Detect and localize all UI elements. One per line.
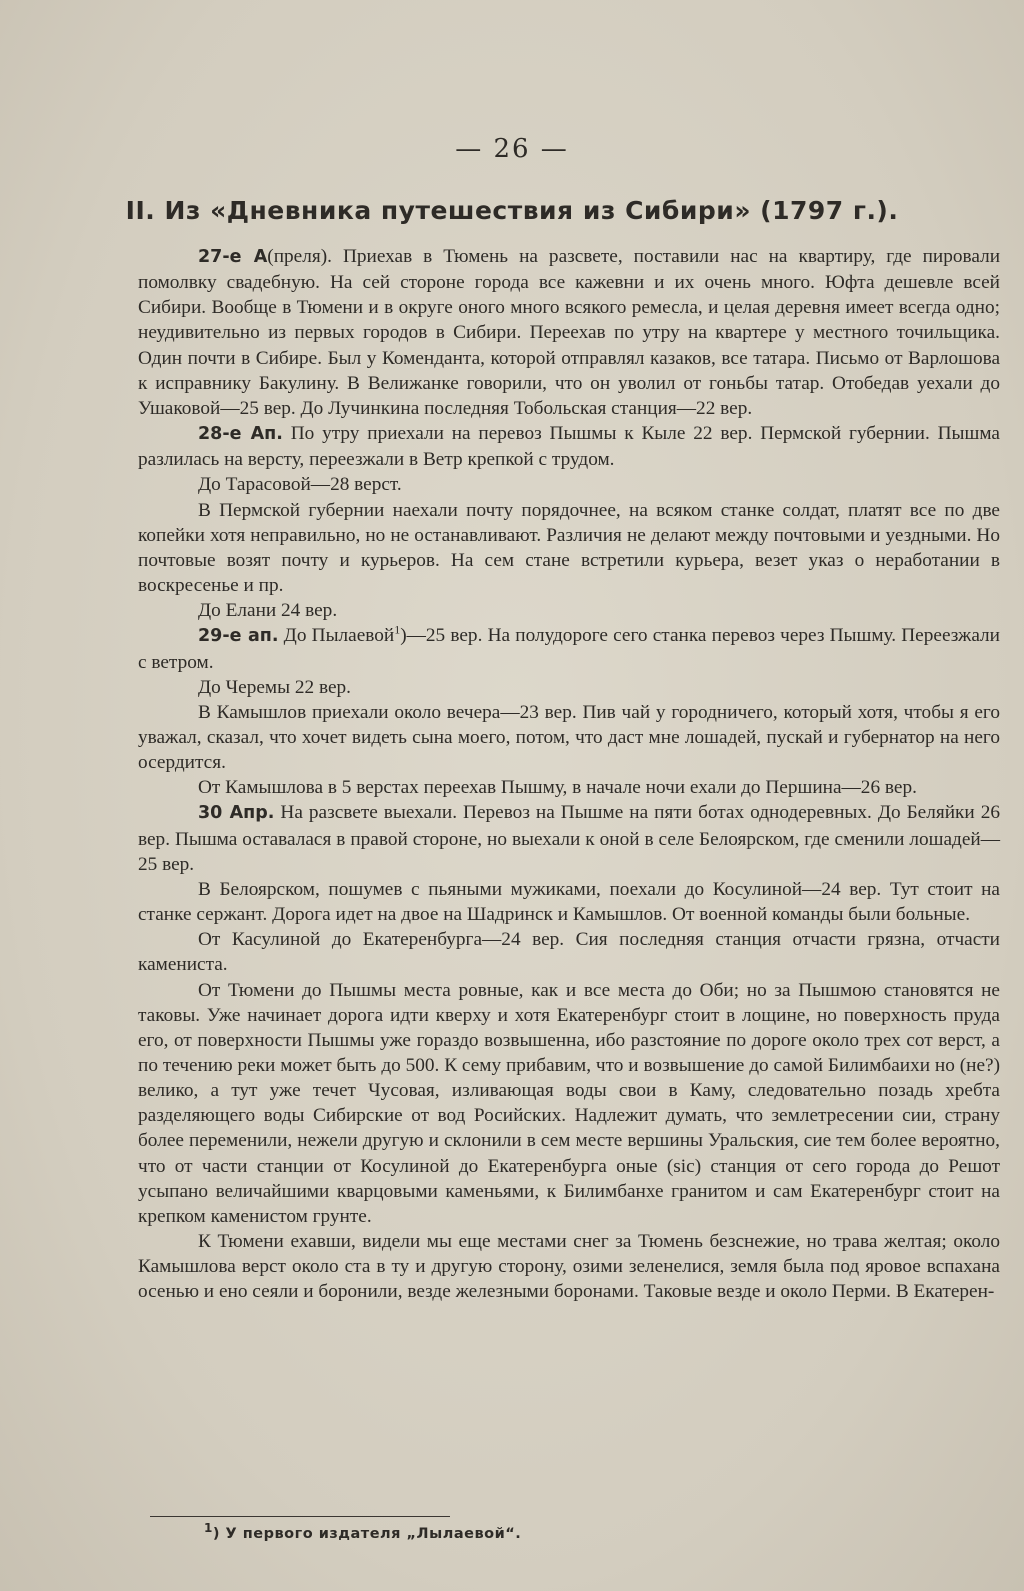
- footnote-text: ) У первого издателя „Лылаевой“.: [212, 1526, 522, 1542]
- entry-date: 28-е Ап.: [198, 424, 283, 445]
- paragraph: 28-е Ап. По утру приехали на перевоз Пышмы к Кыле 22 вер. Пермской губернии. Пышма разлилась на версту, переезжали в Ветр крепкой с трудом.: [138, 423, 1000, 471]
- footnote-divider: [150, 1516, 450, 1517]
- footnote: [204, 1521, 522, 1542]
- entry-date: 30 Апр.: [198, 803, 275, 824]
- paragraph: От Тюмени до Пышмы места ровные, как и все места до Оби; но за Пышмою становятся не таковы. Уже начинает дорога идти кверху и хотя Екатеренбург стоит в лощине, но поверхность пруда его, от поверхности Пышмы уже гораздо возвышенна, ибо разстояние по дороге около трех сот верст, а по течению реки может быть до 500. К сему прибавим, что и возвышение до самой Билимбаихи но (не?) велико, а тут уже течет Чусовая, изливающая воды свои в Каму, следовательно позадь хребта разделяющего воды Сибирские от вод Росийских. Надлежит думать, что землетресении сии, страну более переменили, нежели другую и склонили в сем месте вершины Уральския, сие тем более вероятно, что от части станции от Косулиной до Екатеренбурга оные (sic) станция от сего города до Решот усыпано величайшими кварцовыми каменьями, к Билимбанхе гранитом и сам Екатеренбург стоит на крепком каменистом грунте.: [138, 979, 1000, 1227]
- paragraph: От Касулиной до Екатеренбурга—24 вер. Сия последняя станция отчасти грязна, отчасти камениста.: [138, 929, 1000, 976]
- paragraph: В Белоярском, пошумев с пьяными мужиками, поехали до Косулиной—24 вер. Тут стоит на станке сержант. Дорога идет на двое на Шадринск и Камышлов. От военной команды были больные.: [138, 878, 1000, 926]
- paragraph: К Тюмени ехавши, видели мы еще местами снег за Тюмень безснежие, но трава желтая; около Камышлова верст около ста в ту и другую сторону, озими зеленелися, земля была под яровое вспахана осенью и ено сеяли и боронили, везде железными боронами. Таковые везде и около Перми. В Екатерен-: [138, 1231, 1000, 1303]
- paragraph: До Тарасовой—28 верст.: [198, 474, 402, 496]
- page-number: — 26 —: [455, 134, 569, 164]
- section-heading: II. Из «Дневника путешествия из Сибири» (1797 г.).: [125, 196, 899, 225]
- paragraph: 29-е ап. До Пылаевой$^1$)—25 вер. На полудороге сего станка перевоз через Пышму. Переезжали с ветром.: [138, 622, 1000, 673]
- paragraph: От Камышлова в 5 верстах переехав Пышму, в начале ночи ехали до Першина—26 вер.: [198, 777, 917, 799]
- entry-date: 29-е ап.: [198, 626, 279, 647]
- footnote-ref: 1: [394, 622, 401, 637]
- paragraph: До Елани 24 вер.: [198, 600, 338, 622]
- footnote-mark: 1: [204, 1521, 213, 1536]
- paragraph: 30 Апр. На разсвете выехали. Перевоз на Пышме на пяти ботах однодеревных. До Беляйки 26 вер. Пышма оставалася в правой стороне, но выехали к оной в селе Белоярском, где сменили лошадей—25 вер.: [138, 802, 1000, 875]
- paragraph: В Пермской губернии наехали почту порядочнее, на всяком станке солдат, платят все по две копейки хотя неправильно, но не останавливают. Различия не делают между почтовыми и уездными. Но почтовые возят почту и курьеров. На сем стане встретили курьера, везет указ о неработании в воскресенье и пр.: [138, 499, 1000, 597]
- entry-date: 27-е А: [198, 247, 268, 267]
- paragraph: До Черемы 22 вер.: [198, 676, 351, 698]
- paragraph: 27-е А(преля). Приехав в Тюмень на разсвете, поставили нас на квартиру, где пировали помолвку свадебную. На сей стороне города все кажевни и их очень много. Юфта дешевле всей Сибири. Вообще в Тюмени и в округе оного много всякого ремесла, и целая деревня имеет всегда одно; неудивительно из первых городов в Сибири. Переехав по утру на квартере у местного точильщика. Один почти в Сибире. Был у Коменданта, которой отправлял казаков, все татара. Письмо от Варлошова к исправнику Бакулину. В Велижанке говорили, что он уволил от гоньбы татар. Отобедав уехали до Ушаковой—25 вер. До Лучинкина последняя Тобольская станция—22 вер.: [138, 246, 1001, 419]
- paragraph: В Камышлов приехали около вечера—23 вер. Пив чай у городничего, который хотя, чтобы я его уважал, сказал, что хочет видеть сына моего, потом, что даст мне лошадей, пускай и губернатор на него осердится.: [138, 701, 1000, 774]
- body-text: [138, 244, 1000, 1305]
